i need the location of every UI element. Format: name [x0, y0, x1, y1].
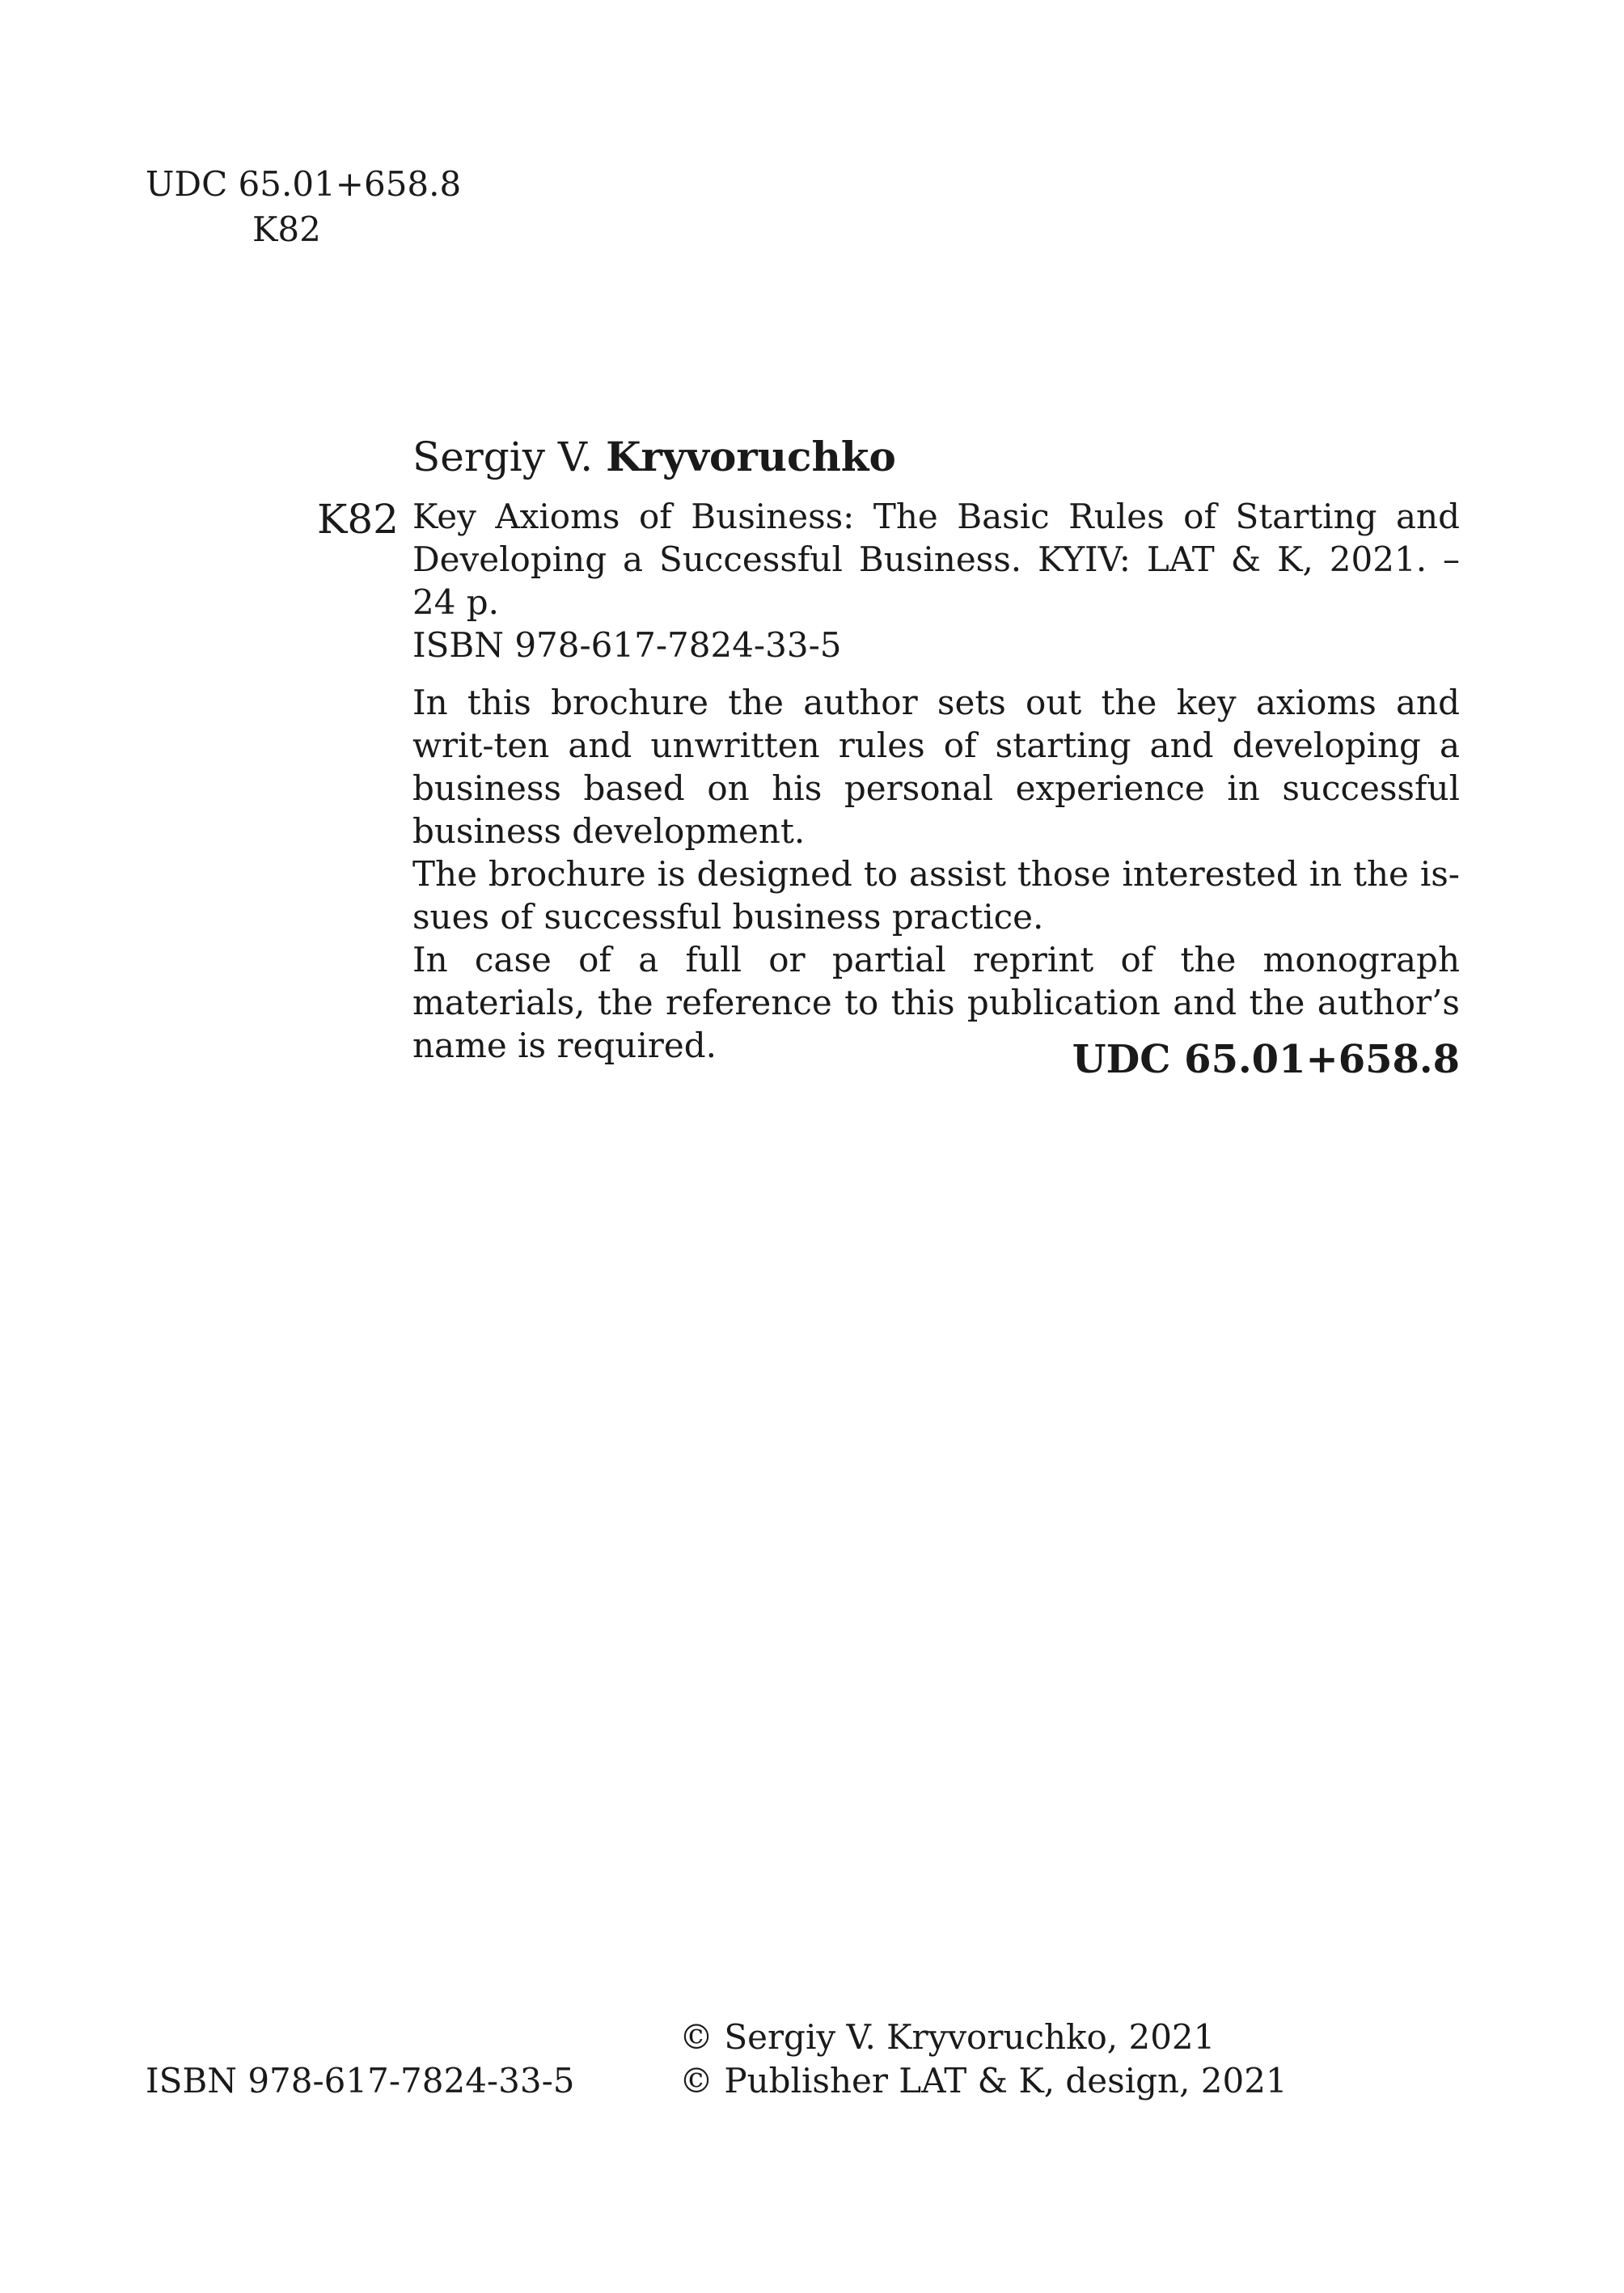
author-name — [412, 429, 896, 485]
author-given-name: Sergiy V. — [412, 434, 594, 480]
udc-header-block — [146, 162, 461, 252]
entry-isbn: ISBN 978-617-7824-33-5 — [412, 625, 842, 665]
cutter-mark: K82 — [317, 496, 399, 543]
copyright-block — [679, 2016, 1288, 2103]
cutter-code: K82 — [252, 209, 321, 249]
udc-code: UDC 65.01+658.8 — [146, 164, 462, 204]
annotation-paragraph: In case of a full or partial reprint of the monograph materials, the reference to this publication and the author’s name is required. — [412, 940, 1460, 1065]
bibliographic-description: Key Axioms of Business: The Basic Rules of Starting and Developing a Successful Business. KYIV: LAT & K, 2021. – 24 p. — [412, 497, 1460, 622]
author-surname: Kryvoruchko — [606, 433, 896, 480]
copyright-author: © Sergiy V. Kryvoruchko, 2021 — [679, 2017, 1216, 2057]
copyright-publisher: © Publisher LAT & K, design, 2021 — [679, 2061, 1288, 2101]
annotation-paragraph: The brochure is designed to assist those interested in the is-sues of successful business practice. — [412, 854, 1460, 937]
udc-bold-code: UDC 65.01+658.8 — [1072, 1037, 1460, 1082]
footer-isbn: ISBN 978-617-7824-33-5 — [146, 2061, 575, 2101]
bibliographic-entry — [412, 495, 1460, 1067]
annotation-paragraph: In this brochure the author sets out the key axioms and writ-ten and unwritten rules of starting and developing a business based on his personal experience in successful business development. — [412, 683, 1460, 851]
